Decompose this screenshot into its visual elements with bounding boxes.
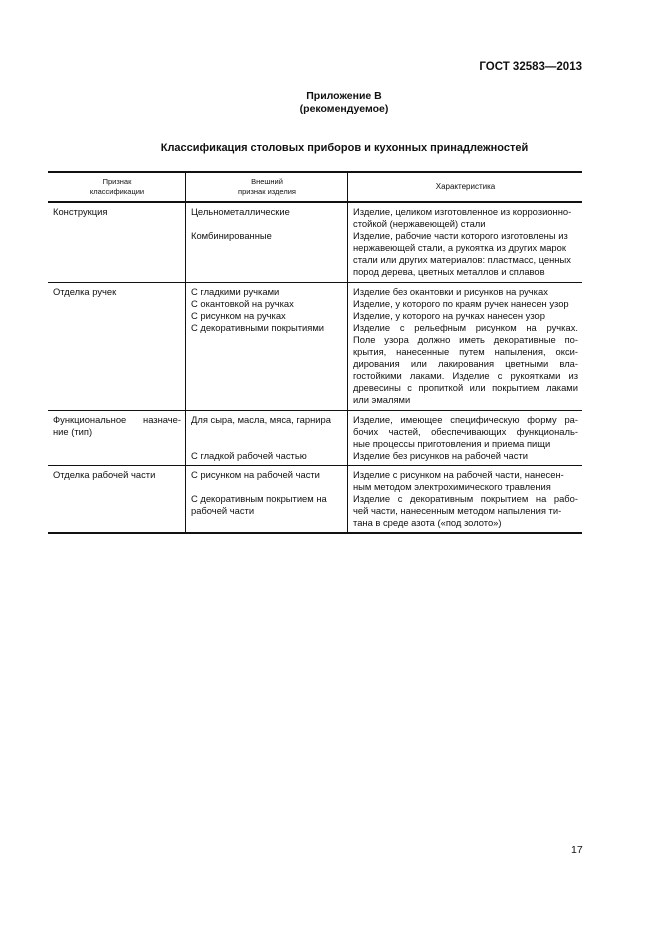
cell-text: ние (тип) bbox=[53, 425, 93, 437]
table-heading: Классификация столовых приборов и кухонных принадлежностей bbox=[160, 142, 529, 154]
appendix-header bbox=[0, 90, 661, 116]
table-row bbox=[48, 410, 582, 465]
column-header-criterion bbox=[48, 172, 186, 202]
header-text: признак изделия bbox=[238, 187, 296, 196]
cell-text: стойкой (нержавеющей) стали bbox=[353, 218, 486, 230]
appendix-title: Приложение В bbox=[306, 90, 382, 102]
appendix-subtitle: (рекомендуемое) bbox=[299, 103, 389, 115]
cell-text: Отделка ручек bbox=[53, 285, 117, 297]
feature-cell bbox=[186, 282, 348, 410]
cell-text: Изделие, у которого на ручках нанесен узор bbox=[353, 309, 545, 321]
criterion-cell bbox=[48, 465, 186, 533]
cell-text: Комбинированные bbox=[191, 230, 272, 242]
classification-table bbox=[48, 171, 582, 534]
description-cell bbox=[348, 465, 583, 533]
cell-text: чей части, нанесенным методом напыления ти- bbox=[353, 505, 562, 517]
feature-cell bbox=[186, 202, 348, 282]
header-text: Внешний bbox=[251, 177, 283, 186]
cell-text: дирования или лакирования цветными вла- bbox=[353, 358, 578, 370]
cell-text: С гладкой рабочей частью bbox=[191, 449, 307, 461]
cell-text: стали или других материалов: пластмасс, ценных bbox=[353, 254, 571, 266]
cell-text: С окантовкой на ручках bbox=[191, 297, 294, 309]
cell-text: ным методом электрохимического травления bbox=[353, 480, 551, 492]
spacer bbox=[191, 438, 343, 450]
header-text: классификации bbox=[89, 187, 145, 196]
cell-text: гостойкими лаками. Изделие с рукоятками из bbox=[353, 370, 578, 382]
spacer bbox=[191, 218, 343, 230]
feature-cell bbox=[186, 465, 348, 533]
cell-text: Цельнометаллические bbox=[191, 206, 290, 217]
cell-text: Конструкция bbox=[53, 206, 108, 217]
cell-text: Изделие с рисунком на рабочей части, нанесен- bbox=[353, 468, 564, 480]
header-text: Характеристика bbox=[435, 182, 496, 191]
cell-text: Функциональное назначе- bbox=[53, 413, 181, 425]
document-code: ГОСТ 32583—2013 bbox=[479, 61, 582, 73]
cell-text: Изделие без рисунков на рабочей части bbox=[353, 449, 528, 461]
page-number: 17 bbox=[571, 844, 583, 856]
cell-text: ные процессы приготовления и приема пищи bbox=[353, 437, 551, 449]
feature-cell bbox=[186, 410, 348, 465]
cell-text: С рисунком на рабочей части bbox=[191, 468, 320, 480]
table-row bbox=[48, 202, 582, 282]
cell-text: Отделка рабочей части bbox=[53, 468, 156, 480]
table-row bbox=[48, 465, 582, 533]
table-row bbox=[48, 282, 582, 410]
criterion-cell bbox=[48, 410, 186, 465]
cell-text: С гладкими ручками bbox=[191, 285, 280, 297]
cell-text: Изделие с декоративным покрытием на рабо- bbox=[353, 493, 578, 505]
cell-text: крытия, нанесенные путем напыления, окси- bbox=[353, 346, 578, 358]
cell-text: бочих частей, обеспечивающих функциональ- bbox=[353, 425, 578, 437]
cell-text: Изделие без окантовки и рисунков на ручках bbox=[353, 285, 548, 297]
header-text: Признак bbox=[102, 177, 132, 186]
table-header-row bbox=[48, 172, 582, 202]
column-header-description bbox=[348, 172, 583, 202]
cell-text: Поле узора должно иметь декоративные по- bbox=[353, 333, 578, 345]
description-cell bbox=[348, 282, 583, 410]
spacer bbox=[191, 481, 343, 493]
cell-text: С декоративными покрытиями bbox=[191, 321, 325, 333]
cell-text: Изделие, у которого по краям ручек нанесен узор bbox=[353, 297, 569, 309]
cell-text: Изделие, рабочие части которого изготовлены из bbox=[353, 230, 568, 242]
criterion-cell bbox=[48, 202, 186, 282]
cell-text: рабочей части bbox=[191, 505, 255, 517]
cell-text: Изделие, целиком изготовленное из коррозионно- bbox=[353, 206, 572, 217]
cell-text: нержавеющей стали, а рукоятка из других марок bbox=[353, 242, 566, 254]
description-cell bbox=[348, 410, 583, 465]
column-header-feature bbox=[186, 172, 348, 202]
cell-text: С рисунком на ручках bbox=[191, 309, 286, 321]
cell-text: Изделие, имеющее специфическую форму ра- bbox=[353, 413, 578, 425]
cell-text: Для сыра, масла, мяса, гарнира bbox=[191, 413, 331, 425]
cell-text: или эмалями bbox=[353, 394, 411, 406]
cell-text: Изделие с рельефным рисунком на ручках. bbox=[353, 321, 578, 333]
cell-text: С декоративным покрытием на bbox=[191, 492, 327, 504]
cell-text: пород дерева, цветных металлов и сплавов bbox=[353, 266, 545, 278]
description-cell bbox=[348, 202, 583, 282]
cell-text: древесины с пропиткой или покрытием лаками bbox=[353, 382, 578, 394]
criterion-cell bbox=[48, 282, 186, 410]
spacer bbox=[191, 426, 343, 438]
cell-text: тана в среде азота («под золото») bbox=[353, 517, 502, 529]
